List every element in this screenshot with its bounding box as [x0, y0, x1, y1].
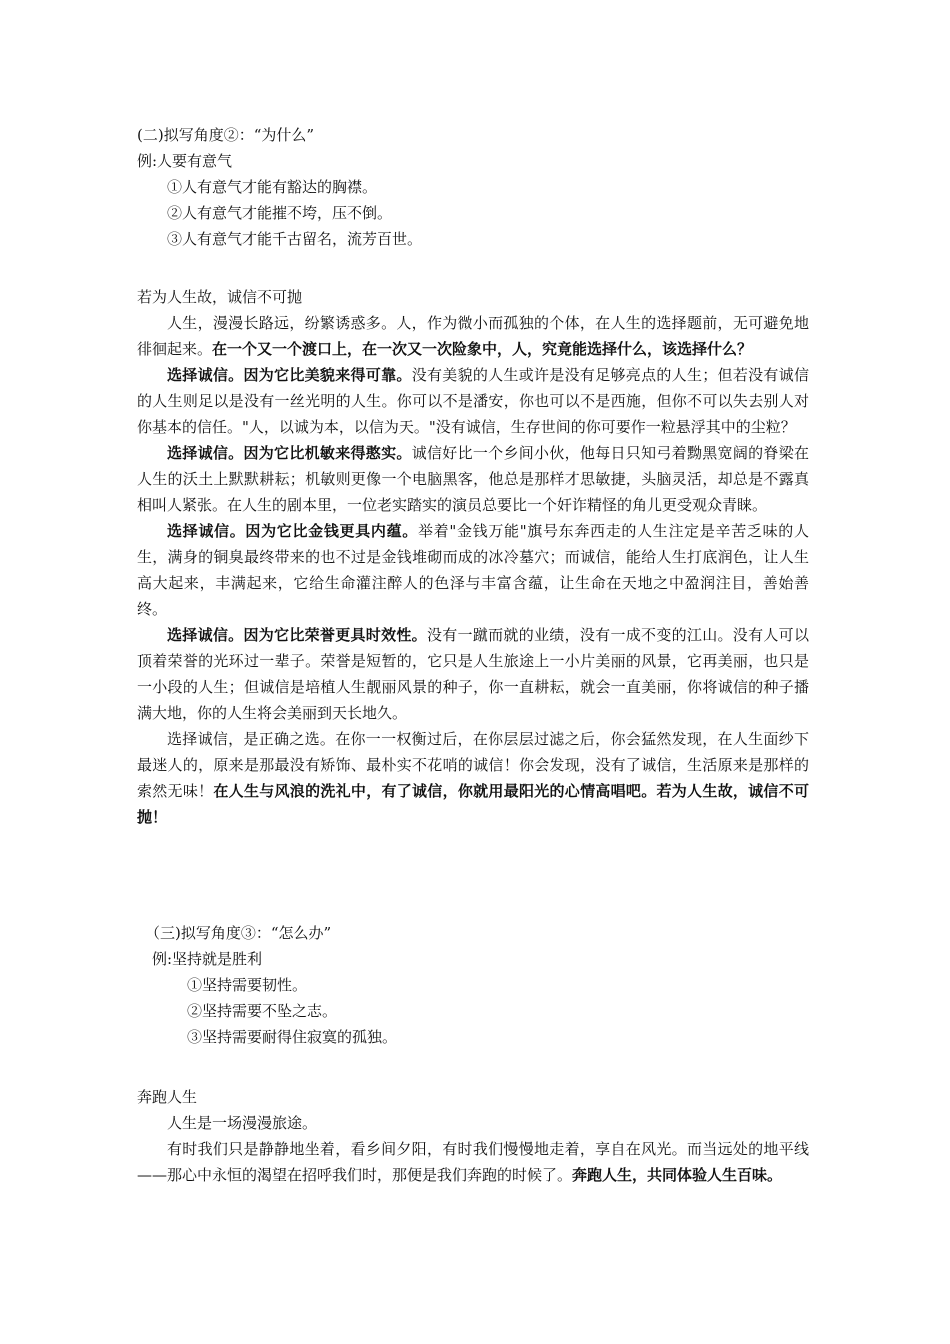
- paragraph-bold-text: 选择诚信。因为它比美貌来得可靠。: [167, 366, 412, 384]
- essay-1: [137, 284, 809, 830]
- section-3-heading: （三)拟写角度③：“怎么办”: [145, 924, 332, 942]
- section-3-point: ①坚持需要韧性。: [187, 976, 308, 994]
- essay-1-title: 若为人生故，诚信不可抛: [137, 288, 303, 306]
- essay-2-paragraph-1: 人生是一场漫漫旅途。: [167, 1114, 318, 1132]
- essay-2-title: 奔跑人生: [137, 1088, 198, 1106]
- section-2-point: ①人有意气才能有豁达的胸襟。: [167, 178, 378, 196]
- paragraph-bold-text: 在一个又一个渡口上，在一次又一次险象中，人，究竟能选择什么，该选择什么？: [212, 340, 753, 358]
- paragraph-bold-text: 选择诚信。因为它比荣誉更具时效性。: [167, 626, 427, 644]
- paragraph-text: 没有一蹴而就的业绩，没有一成不变的江山。没有人可以顶着荣誉的光环过一辈子。荣誉是短暂的，它只是人生旅途上一小片美丽的风景，它再美丽，也只是一小段的人生；但诚信是培植人生靓丽风景的种子，你一直耕耘，就会一直美丽，你将诚信的种子播满大地，你的人生将会美丽到天长地久。: [137, 626, 809, 722]
- essay-1-paragraph-2: [137, 362, 809, 440]
- essay-1-paragraph-3: [137, 440, 809, 518]
- essay-1-paragraph-1: [137, 310, 809, 362]
- section-3-point: ②坚持需要不坠之志。: [187, 1002, 338, 1020]
- paragraph-bold-text: 奔跑人生，共同体验人生百味。: [572, 1166, 783, 1184]
- essay-1-paragraph-4: [137, 518, 809, 622]
- section-3-point: ③坚持需要耐得住寂寞的孤独。: [187, 1028, 398, 1046]
- paragraph-text: 有时我们只是静静地坐着，看乡间夕阳，有时我们慢慢地走着，享自在风光。而当远处的地平线——那心中永恒的渴望在招呼我们时，那便是我们奔跑的时候了。: [137, 1140, 809, 1184]
- section-2: [137, 122, 809, 252]
- essay-2-paragraph-2: [137, 1136, 809, 1188]
- section-2-example: 例:人要有意气: [137, 152, 233, 170]
- paragraph-text: 人生，漫漫长路远，纷繁诱惑多。人，作为微小而孤独的个体，在人生的选择题前，无可避免地徘徊起来。: [137, 314, 809, 358]
- paragraph-text: 没有美貌的人生或许是没有足够亮点的人生；但若没有诚信的人生则足以是没有一丝光明的人生。你可以不是潘安，你也可以不是西施，但你不可以失去别人对你基本的信任。"人，以诚为本，以信为天。"没有诚信，生存世间的你可要作一粒悬浮其中的尘粒？: [137, 366, 809, 436]
- essay-1-paragraph-5: [137, 622, 809, 726]
- paragraph-text: 诚信好比一个乡间小伙，他每日只知弓着黝黑宽阔的脊梁在人生的沃土上默默耕耘；机敏则更像一个电脑黑客，他总是那样才思敏捷，头脑灵活，却总是不露真相叫人紧张。在人生的剧本里，一位老实踏实的演员总要比一个奸诈精怪的角儿更受观众青睐。: [137, 444, 809, 514]
- section-2-point: ③人有意气才能千古留名，流芳百世。: [167, 230, 423, 248]
- paragraph-bold-text: 选择诚信。因为它比机敏来得憨实。: [167, 444, 412, 462]
- essay-1-paragraph-6: [137, 726, 809, 830]
- essay-2: [137, 1084, 809, 1188]
- section-2-point: ②人有意气才能摧不垮，压不倒。: [167, 204, 393, 222]
- section-2-heading: (二)拟写角度②：“为什么”: [137, 126, 315, 144]
- section-3-example: 例:坚持就是胜利: [152, 950, 263, 968]
- paragraph-bold-text: 选择诚信。因为它比金钱更具内蕴。: [167, 522, 418, 540]
- paragraph-text: 选择诚信，是正确之选。在你一一权衡过后，在你层层过滤之后，你会猛然发现，在人生面纱下最迷人的，原来是那最没有矫饰、最朴实不花哨的诚信！你会发现，没有了诚信，生活原来是那样的索然无味！: [137, 730, 809, 800]
- paragraph-text: 举着"金钱万能"旗号东奔西走的人生注定是辛苦乏味的人生，满身的铜臭最终带来的也不过是金钱堆砌而成的冰冷墓穴；而诚信，能给人生打底润色，让人生高大起来，丰满起来，它给生命灌注醉人的色泽与丰富含蕴，让生命在天地之中盈润注目，善始善终。: [137, 522, 809, 618]
- paragraph-bold-text: 在人生与风浪的洗礼中，有了诚信，你就用最阳光的心情高唱吧。若为人生故，诚信不可抛！: [137, 782, 809, 826]
- section-3: [137, 920, 809, 1050]
